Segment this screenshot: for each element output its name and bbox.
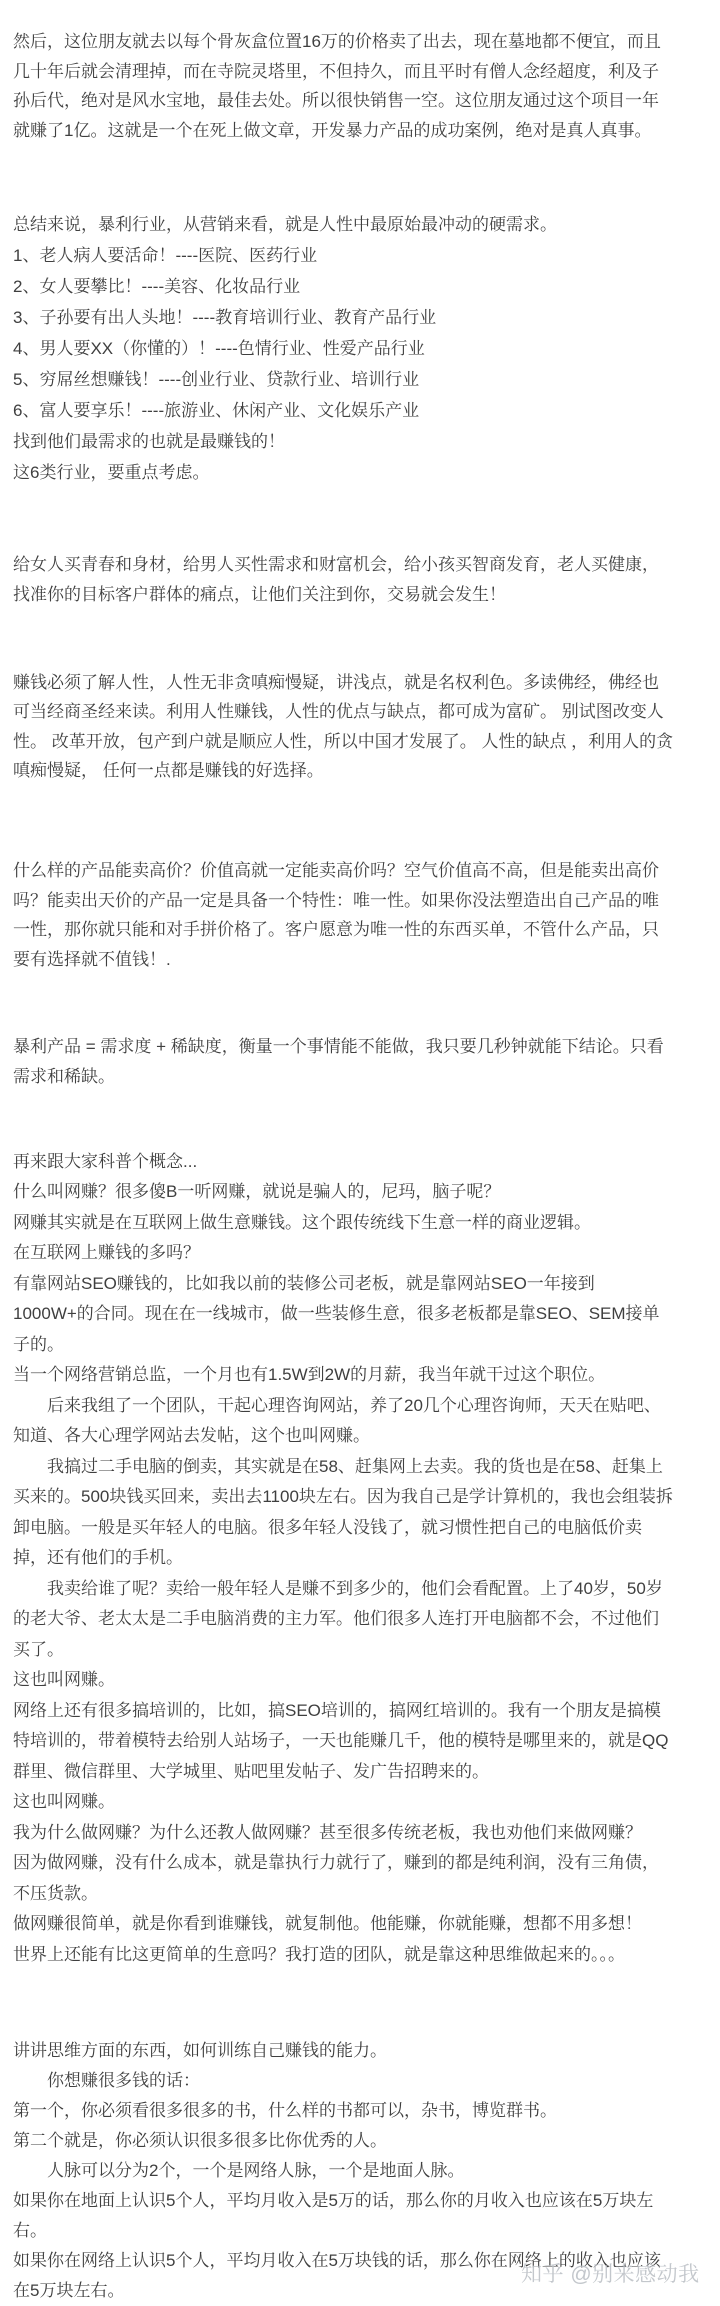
article-text xyxy=(13,27,713,2306)
text-line: 吗？能卖出天价的产品一定是具备一个特性：唯一性。如果你没法塑造出自己产品的唯 xyxy=(13,890,659,910)
text-line: 可当经商圣经来读。利用人性赚钱，人性的优点与缺点，都可成为富矿。 别试图改变人 xyxy=(13,702,664,722)
text-line: 这也叫网赚。 xyxy=(13,1670,115,1689)
text-line: 特培训的，带着模特去给别人站场子，一天也能赚几千，他的模特是哪里来的，就是QQ xyxy=(13,1731,669,1750)
text-line: 1000W+的合同。现在在一线城市，做一些装修生意，很多老板都是靠SEO、SEM接单 xyxy=(13,1304,660,1323)
text-line: 人脉可以分为2个，一个是网络人脉，一个是地面人脉。 xyxy=(13,2161,465,2180)
text-line: 网赚其实就是在互联网上做生意赚钱。这个跟传统线下生意一样的商业逻辑。 xyxy=(13,1212,591,1232)
text-line: 我卖给谁了呢？卖给一般年轻人是赚不到多少的，他们会看配置。上了40岁，50岁 xyxy=(13,1578,663,1598)
paragraph xyxy=(13,550,713,609)
text-line: 的老大爷、老太太是二手电脑消费的主力军。他们很多人连打开电脑都不会，不过他们 xyxy=(13,1609,659,1628)
text-line: 嗔痴慢疑， 任何一点都是赚钱的好选择。 xyxy=(13,761,324,781)
text-line: 我搞过二手电脑的倒卖，其实就是在58、赶集网上去卖。我的货也是在58、赶集上 xyxy=(13,1456,663,1476)
text-line: 就赚了1亿。这就是一个在死上做文章，开发暴力产品的成功案例，绝对是真人真事。 xyxy=(13,120,652,140)
text-line: 讲讲思维方面的东西，如何训练自己赚钱的能力。 xyxy=(13,2041,387,2060)
text-line: 再来跟大家科普个概念... xyxy=(13,1151,198,1171)
text-line: 我为什么做网赚？为什么还教人做网赚？甚至很多传统老板，我也劝他们来做网赚？ xyxy=(13,1822,642,1842)
text-line: 4、男人要XX（你懂的）！----色情行业、性爱产品行业 xyxy=(13,339,425,359)
text-line: 后来我组了一个团队，干起心理咨询网站，养了20几个心理咨询师，天天在贴吧、 xyxy=(13,1395,661,1415)
text-line: 群里、微信群里、大学城里、贴吧里发帖子、发广告招聘来的。 xyxy=(13,1761,489,1781)
text-line: 掉，还有他们的手机。 xyxy=(13,1548,183,1567)
text-line: 在5万块左右。 xyxy=(13,2281,125,2300)
text-line: 买来的。500块钱买回来，卖出去1100块左右。因为我自己是学计算机的，我也会组装拆 xyxy=(13,1487,673,1506)
text-line: 你想赚很多钱的话： xyxy=(13,2071,200,2090)
text-line: 暴利产品 = 需求度 + 稀缺度，衡量一个事情能不能做，我只要几秒钟就能下结论。只看 xyxy=(13,1037,664,1057)
text-line: 什么样的产品能卖高价？价值高就一定能卖高价吗？空气价值高不高，但是能卖出高价 xyxy=(13,860,659,880)
text-line: 有靠网站SEO赚钱的，比如我以前的装修公司老板，就是靠网站SEO一年接到 xyxy=(13,1273,595,1293)
text-line: 3、子孙要有出人头地！----教育培训行业、教育产品行业 xyxy=(13,308,437,328)
text-line: 总结来说，暴利行业，从营销来看，就是人性中最原始最冲动的硬需求。 xyxy=(13,215,557,235)
paragraph xyxy=(13,209,713,488)
text-line: 需求和稀缺。 xyxy=(13,1066,115,1086)
zhihu-watermark: 知乎 @别来感动我 xyxy=(521,2263,700,2286)
text-line: 世界上还能有比这更简单的生意吗？我打造的团队，就是靠这种思维做起来的。。。 xyxy=(13,1944,625,1964)
text-line: 卸电脑。一般是买年轻人的电脑。很多年轻人没钱了，就习惯性把自己的电脑低价卖 xyxy=(13,1517,642,1537)
text-line: 在互联网上赚钱的多吗？ xyxy=(13,1243,200,1262)
text-line: 2、女人要攀比！----美容、化妆品行业 xyxy=(13,277,301,297)
text-line: 赚钱必须了解人性，人性无非贪嗔痴慢疑，讲浅点，就是名权利色。多读佛经，佛经也 xyxy=(13,672,659,692)
text-line: 找到他们最需求的也就是最赚钱的！ xyxy=(13,432,285,452)
text-line: 孙后代，绝对是风水宝地，最佳去处。所以很快销售一空。这位朋友通过这个项目一年 xyxy=(13,91,659,111)
text-line: 给女人买青春和身材，给男人买性需求和财富机会，给小孩买智商发育，老人买健康， xyxy=(13,555,659,575)
text-line: 买了。 xyxy=(13,1639,64,1659)
paragraph xyxy=(13,856,713,974)
paragraph xyxy=(13,1032,713,1091)
text-line: 性。 改革开放，包产到户就是顺应人性，所以中国才发展了。 人性的缺点 ，利用人的贪 xyxy=(13,731,674,751)
text-line: 子的。 xyxy=(13,1334,64,1354)
text-line: 找准你的目标客户群体的痛点，让他们关注到你，交易就会发生！ xyxy=(13,584,506,604)
text-line: 几十年后就会清理掉，而在寺院灵塔里，不但持久，而且平时有僧人念经超度，利及子 xyxy=(13,61,659,81)
text-line: 第一个，你必须看很多很多的书，什么样的书都可以，杂书，博览群书。 xyxy=(13,2101,557,2120)
paragraph xyxy=(13,1147,713,1971)
text-line: 一性，那你就只能和对手拼价格了。客户愿意为唯一性的东西买单，不管什么产品，只 xyxy=(13,920,659,940)
text-line: 不压货款。 xyxy=(13,1883,98,1903)
text-line: 当一个网络营销总监，一个月也有1.5W到2W的月薪，我当年就干过这个职位。 xyxy=(13,1365,606,1384)
text-line: 右。 xyxy=(13,2221,47,2240)
text-line: 这也叫网赚。 xyxy=(13,1792,115,1811)
text-line: 因为做网赚，没有什么成本，就是靠执行力就行了，赚到的都是纯利润，没有三角债， xyxy=(13,1853,659,1872)
text-line: 5、穷屌丝想赚钱！----创业行业、贷款行业、培训行业 xyxy=(13,370,420,390)
text-line: 什么叫网赚？很多傻B一听网赚，就说是骗人的，尼玛，脑子呢？ xyxy=(13,1182,501,1201)
text-line: 如果你在网络上认识5个人，平均月收入在5万块钱的话，那么你在网络上的收入也应该 xyxy=(13,2251,661,2270)
text-line: 做网赚很简单，就是你看到谁赚钱，就复制他。他能赚，你就能赚，想都不用多想！ xyxy=(13,1914,642,1933)
paragraph xyxy=(13,27,713,145)
paragraph xyxy=(13,668,713,786)
text-line: 如果你在地面上认识5个人，平均月收入是5万的话，那么你的月收入也应该在5万块左 xyxy=(13,2191,654,2210)
text-line: 6、富人要享乐！----旅游业、休闲产业、文化娱乐产业 xyxy=(13,401,420,421)
text-line: 网络上还有很多搞培训的，比如，搞SEO培训的，搞网红培训的。我有一个朋友是搞模 xyxy=(13,1700,661,1720)
text-line: 1、老人病人要活命！----医院、医药行业 xyxy=(13,246,318,266)
text-line: 第二个就是，你必须认识很多很多比你优秀的人。 xyxy=(13,2131,387,2150)
text-line: 要有选择就不值钱！. xyxy=(13,949,171,969)
text-line: 这6类行业，要重点考虑。 xyxy=(13,463,210,483)
text-line: 知道、各大心理学网站去发帖，这个也叫网赚。 xyxy=(13,1426,370,1445)
text-line: 然后，这位朋友就去以每个骨灰盒位置16万的价格卖了出去，现在墓地都不便宜，而且 xyxy=(13,32,661,51)
